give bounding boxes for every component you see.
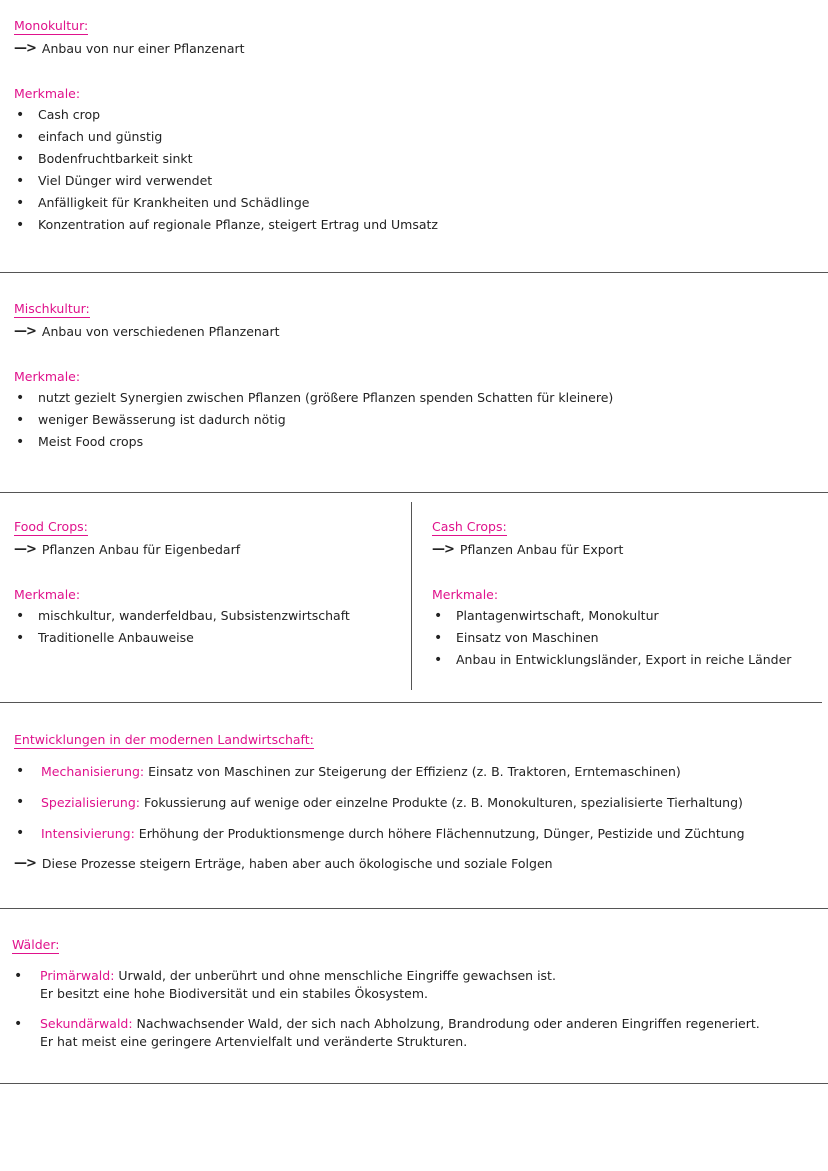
list-item	[14, 126, 438, 148]
list-item	[12, 967, 824, 1003]
bullet-icon: •	[14, 1016, 23, 1032]
list-item	[14, 104, 438, 126]
cash-crops-section	[432, 519, 822, 671]
list-item	[14, 170, 438, 192]
list-item-text: Plantagenwirtschaft, Monokultur	[456, 608, 659, 623]
description: Erhöhung der Produktionsmenge durch höhere Flächennutzung, Dünger, Pestizide und Züchtung	[138, 826, 745, 841]
monokultur-definition: Anbau von nur einer Pflanzenart	[41, 41, 245, 56]
divider	[0, 702, 822, 703]
term: Intensivierung:	[41, 826, 135, 841]
monokultur-merkmale-label: Merkmale:	[14, 86, 81, 101]
divider	[0, 272, 828, 273]
food-crops-definition-line	[14, 542, 404, 558]
description: Einsatz von Maschinen zur Steigerung der Effizienz (z. B. Traktoren, Erntemaschinen)	[148, 764, 681, 779]
list-item	[432, 627, 822, 649]
description-line: Nachwachsender Wald, der sich nach Abholzung, Brandrodung oder anderen Eingriffen regeneriert.	[136, 1016, 760, 1031]
description-line: Urwald, der unberührt und ohne menschliche Eingriffe gewachsen ist.	[118, 968, 556, 983]
divider	[0, 908, 828, 909]
mischkultur-merkmale-label: Merkmale:	[14, 369, 81, 384]
waelder-title: Wälder:	[12, 937, 60, 952]
list-item	[14, 605, 404, 627]
term: Sekundärwald:	[40, 1016, 133, 1031]
cash-crops-list	[432, 605, 822, 671]
bullet-icon: •	[434, 608, 443, 624]
bullet-icon: •	[16, 763, 25, 779]
list-item-text: mischkultur, wanderfeldbau, Subsistenzwirtschaft	[38, 608, 350, 623]
bullet-icon: •	[16, 195, 25, 211]
mischkultur-section	[14, 301, 613, 453]
list-item-text: Konzentration auf regionale Pflanze, steigert Ertrag und Umsatz	[38, 217, 438, 232]
list-item	[14, 387, 613, 409]
waelder-list	[12, 967, 824, 1051]
list-item	[14, 409, 613, 431]
arrow-icon: —>	[14, 542, 36, 557]
cash-crops-title: Cash Crops:	[432, 519, 507, 534]
bullet-icon: •	[16, 151, 25, 167]
food-crops-section	[14, 519, 404, 649]
term: Primärwald:	[40, 968, 115, 983]
list-item	[14, 787, 824, 818]
list-item	[14, 756, 824, 787]
bullet-icon: •	[16, 173, 25, 189]
bullet-icon: •	[16, 630, 25, 646]
arrow-icon: —>	[432, 542, 454, 557]
entwicklungen-title: Entwicklungen in der modernen Landwirtschaft:	[14, 732, 314, 747]
bullet-icon: •	[16, 434, 25, 450]
food-crops-merkmale-label: Merkmale:	[14, 587, 81, 602]
list-item	[14, 214, 438, 236]
mischkultur-definition: Anbau von verschiedenen Pflanzenart	[41, 324, 280, 339]
list-item	[12, 1015, 824, 1051]
description-line: Er hat meist eine geringere Artenvielfalt und veränderte Strukturen.	[40, 1034, 468, 1049]
food-crops-definition: Pflanzen Anbau für Eigenbedarf	[41, 542, 241, 557]
bullet-icon: •	[16, 390, 25, 406]
cash-crops-definition-line	[432, 542, 822, 558]
list-item-text: Anfälligkeit für Krankheiten und Schädlinge	[38, 195, 310, 210]
description: Fokussierung auf wenige oder einzelne Produkte (z. B. Monokulturen, spezialisierte Tierhaltung)	[144, 795, 743, 810]
bullet-icon: •	[16, 217, 25, 233]
column-divider	[411, 502, 412, 690]
entwicklungen-conclusion: Diese Prozesse steigern Erträge, haben aber auch ökologische und soziale Folgen	[41, 856, 553, 871]
list-item-text: Bodenfruchtbarkeit sinkt	[38, 151, 193, 166]
bullet-icon: •	[16, 825, 25, 841]
entwicklungen-conclusion-line	[14, 856, 824, 872]
divider	[0, 492, 828, 493]
list-item-text: Meist Food crops	[38, 434, 144, 449]
term: Spezialisierung:	[41, 795, 141, 810]
arrow-icon: —>	[14, 41, 36, 56]
list-item-text: Anbau in Entwicklungsländer, Export in reiche Länder	[456, 652, 792, 667]
bullet-icon: •	[16, 794, 25, 810]
food-crops-list	[14, 605, 404, 649]
entwicklungen-section	[14, 732, 824, 872]
term: Mechanisierung:	[41, 764, 145, 779]
list-item-text: Cash crop	[38, 107, 101, 122]
list-item-text: Viel Dünger wird verwendet	[38, 173, 213, 188]
list-item	[432, 605, 822, 627]
list-item	[14, 818, 824, 849]
mischkultur-definition-line	[14, 324, 613, 340]
arrow-icon: —>	[14, 856, 36, 871]
description-line: Er besitzt eine hohe Biodiversität und ein stabiles Ökosystem.	[40, 986, 429, 1001]
bullet-icon: •	[434, 630, 443, 646]
list-item	[14, 148, 438, 170]
mischkultur-list	[14, 387, 613, 453]
list-item-text: weniger Bewässerung ist dadurch nötig	[38, 412, 286, 427]
cash-crops-definition: Pflanzen Anbau für Export	[459, 542, 624, 557]
monokultur-section	[14, 18, 438, 236]
monokultur-title: Monokultur:	[14, 18, 89, 33]
monokultur-definition-line	[14, 41, 438, 57]
list-item	[432, 649, 822, 671]
bullet-icon: •	[14, 968, 23, 984]
bullet-icon: •	[434, 652, 443, 668]
list-item-text: Einsatz von Maschinen	[456, 630, 599, 645]
entwicklungen-list	[14, 756, 824, 849]
divider	[0, 1083, 828, 1084]
mischkultur-title: Mischkultur:	[14, 301, 90, 316]
bullet-icon: •	[16, 412, 25, 428]
waelder-section	[12, 937, 824, 1063]
cash-crops-merkmale-label: Merkmale:	[432, 587, 499, 602]
list-item-text: einfach und günstig	[38, 129, 163, 144]
monokultur-list	[14, 104, 438, 236]
list-item	[14, 627, 404, 649]
list-item-text: Traditionelle Anbauweise	[38, 630, 194, 645]
bullet-icon: •	[16, 129, 25, 145]
list-item	[14, 192, 438, 214]
food-crops-title: Food Crops:	[14, 519, 88, 534]
list-item	[14, 431, 613, 453]
bullet-icon: •	[16, 608, 25, 624]
arrow-icon: —>	[14, 324, 36, 339]
bullet-icon: •	[16, 107, 25, 123]
list-item-text: nutzt gezielt Synergien zwischen Pflanzen (größere Pflanzen spenden Schatten für kleinere)	[38, 390, 614, 405]
